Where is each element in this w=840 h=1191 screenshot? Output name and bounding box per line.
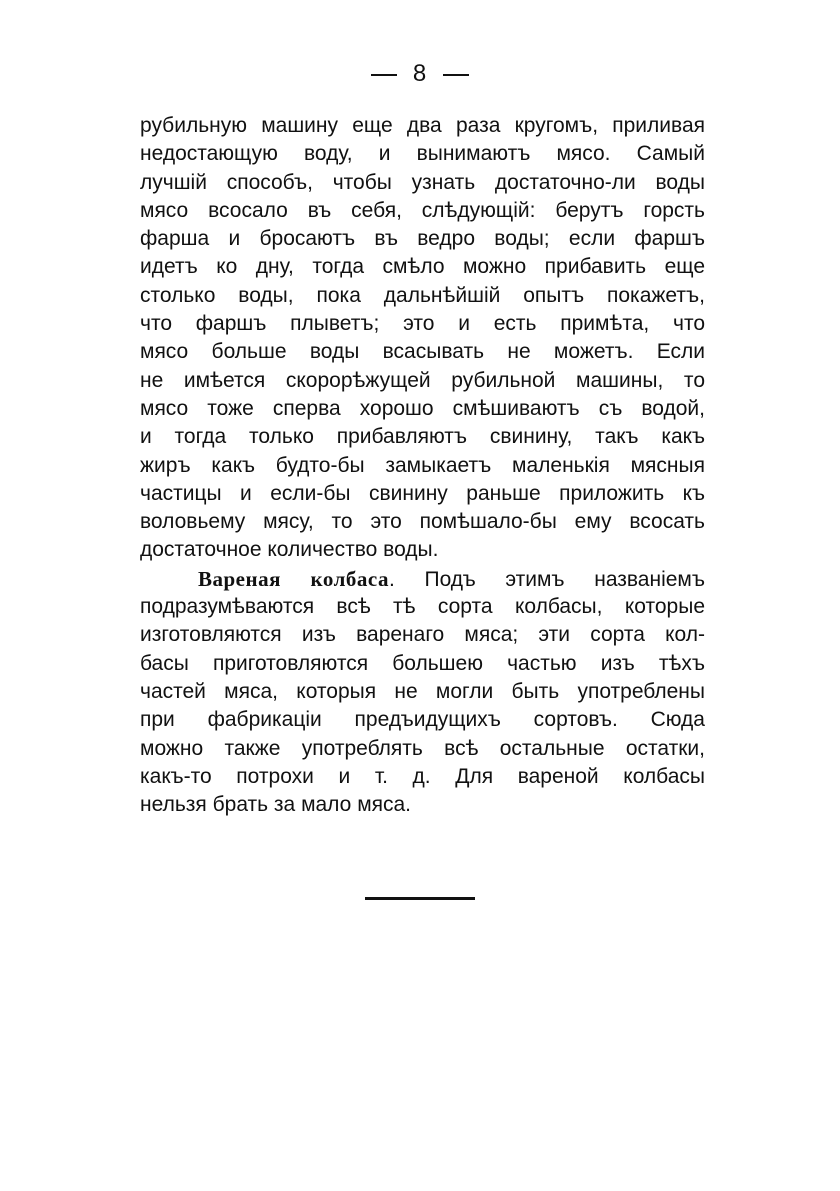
text-line: мясо всосало въ себя, слѣдующій: берутъ горсть xyxy=(140,198,705,222)
text-line: воловьему мясу, то это помѣшало-бы ему всосать xyxy=(140,510,705,534)
text-line: мясо больше воды всасывать не можетъ. Если xyxy=(140,340,705,364)
text-line: недостающую воду, и вынимаютъ мясо. Самый xyxy=(140,142,705,166)
text-line: фарша и бросаютъ въ ведро воды; если фаршъ xyxy=(140,227,705,251)
heading-line-rest: . Подъ этимъ названіемъ xyxy=(388,567,705,591)
text-line: идетъ ко дну, тогда смѣло можно прибавить еще xyxy=(140,255,705,279)
text-line: басы приготовляются большею частью изъ тѣхъ xyxy=(140,651,705,675)
text-line: столько воды, пока дальнѣйшій опытъ покажетъ, xyxy=(140,283,705,307)
text-line: изготовляются изъ варенаго мяса; эти сорта кол- xyxy=(140,623,705,647)
section-end-rule xyxy=(365,897,475,900)
text-line: мясо тоже сперва хорошо смѣшиваютъ съ водой, xyxy=(140,396,705,420)
text-line: жиръ какъ будто-бы замыкаетъ маленькія мясныя xyxy=(140,453,705,477)
page-number xyxy=(0,60,840,88)
paragraph-continuation xyxy=(140,112,705,565)
page-number-value: 8 xyxy=(412,60,428,87)
text-line: что фаршъ плыветъ; это и есть примѣта, что xyxy=(140,312,705,336)
section-heading: Вареная колбаса xyxy=(198,566,389,591)
text-line: не имѣется скорорѣжущей рубильной машины, то xyxy=(140,368,705,392)
paragraph-first-line xyxy=(140,565,705,593)
paragraph-boiled-sausage xyxy=(140,565,705,820)
text-line: и тогда только прибавляютъ свинину, такъ какъ xyxy=(140,425,705,449)
page-number-left-dash xyxy=(371,74,397,76)
text-line: частей мяса, которыя не могли быть употреблены xyxy=(140,679,705,703)
text-line: рубильную машину еще два раза кругомъ, приливая xyxy=(140,114,705,137)
text-line: лучшій способъ, чтобы узнать достаточно-ли воды xyxy=(140,170,705,194)
text-line: частицы и если-бы свинину раньше приложить къ xyxy=(140,481,705,505)
text-line: какъ-то потрохи и т. д. Для вареной колбасы xyxy=(140,764,705,788)
text-line: при фабрикаціи предъидущихъ сортовъ. Сюда xyxy=(140,708,705,732)
body-text xyxy=(140,112,705,819)
text-line: нельзя брать за мало мяса. xyxy=(140,793,412,817)
text-line: подразумѣваются всѣ тѣ сорта колбасы, которые xyxy=(140,595,705,619)
text-line: можно также употреблять всѣ остальные остатки, xyxy=(140,736,705,760)
page-number-right-dash xyxy=(443,74,469,76)
text-line: достаточное количество воды. xyxy=(140,538,439,562)
